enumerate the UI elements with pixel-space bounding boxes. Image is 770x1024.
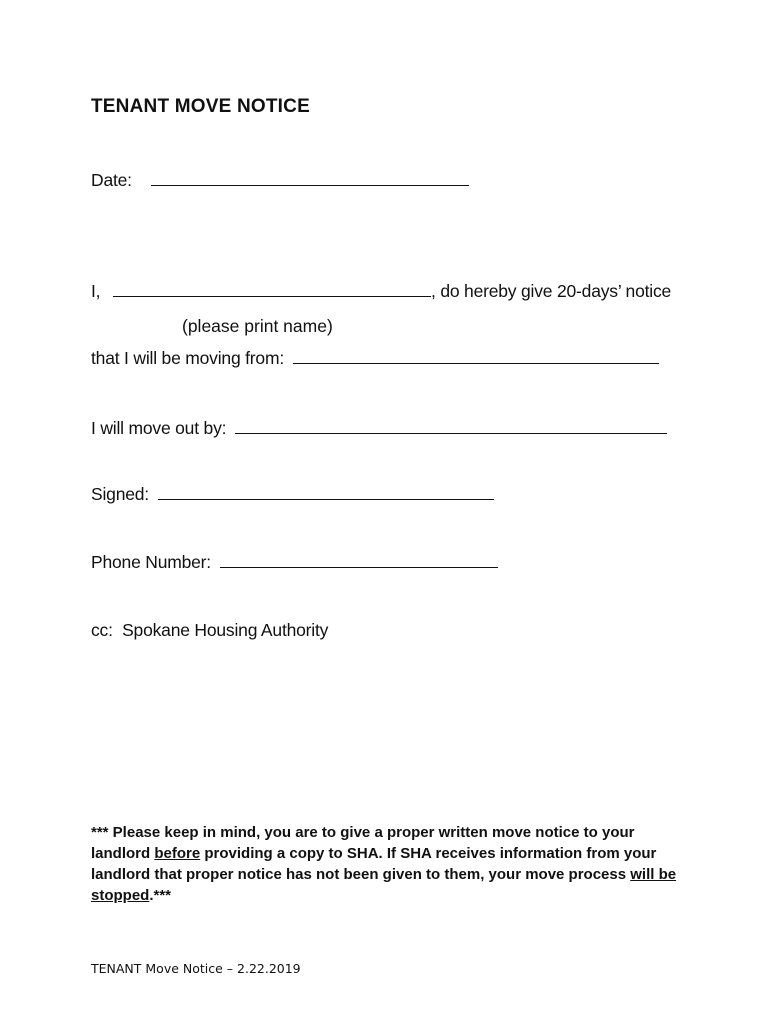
move-out-label: I will move out by: <box>91 418 227 438</box>
signed-row <box>91 484 494 505</box>
date-row <box>91 170 469 191</box>
warning-note <box>91 822 691 906</box>
move-out-field[interactable] <box>235 432 667 434</box>
form-title: TENANT MOVE NOTICE <box>91 96 310 117</box>
date-label: Date: <box>91 170 132 190</box>
name-row <box>91 281 671 302</box>
warning-before: before <box>154 845 201 862</box>
cc-line: cc: Spokane Housing Authority <box>91 620 329 640</box>
phone-row <box>91 552 498 573</box>
signature-field[interactable] <box>158 498 494 500</box>
moving-from-field[interactable] <box>293 362 659 364</box>
warning-text-3: .*** <box>149 887 172 904</box>
notice-suffix: , do hereby give 20-days’ notice <box>431 281 672 301</box>
print-name-hint: (please print name) <box>182 316 333 336</box>
phone-label: Phone Number: <box>91 552 211 572</box>
warning-stopped: will be stopped <box>91 866 677 904</box>
warning-text-1: *** Please keep in mind, you are to give a proper written move notice to your landlord <box>91 824 635 862</box>
moving-from-label: that I will be moving from: <box>91 348 285 368</box>
signed-label: Signed: <box>91 484 149 504</box>
date-field[interactable] <box>151 184 469 186</box>
footer-text: TENANT Move Notice – 2.22.2019 <box>91 961 301 976</box>
moving-from-row <box>91 348 659 369</box>
warning-text-2: providing a copy to SHA. If SHA receives information from your landlord that proper notice has not been given to them, your move process <box>91 845 657 883</box>
move-out-row <box>91 418 667 439</box>
phone-field[interactable] <box>220 566 498 568</box>
notice-prefix: I, <box>91 281 101 301</box>
name-field[interactable] <box>113 295 431 297</box>
